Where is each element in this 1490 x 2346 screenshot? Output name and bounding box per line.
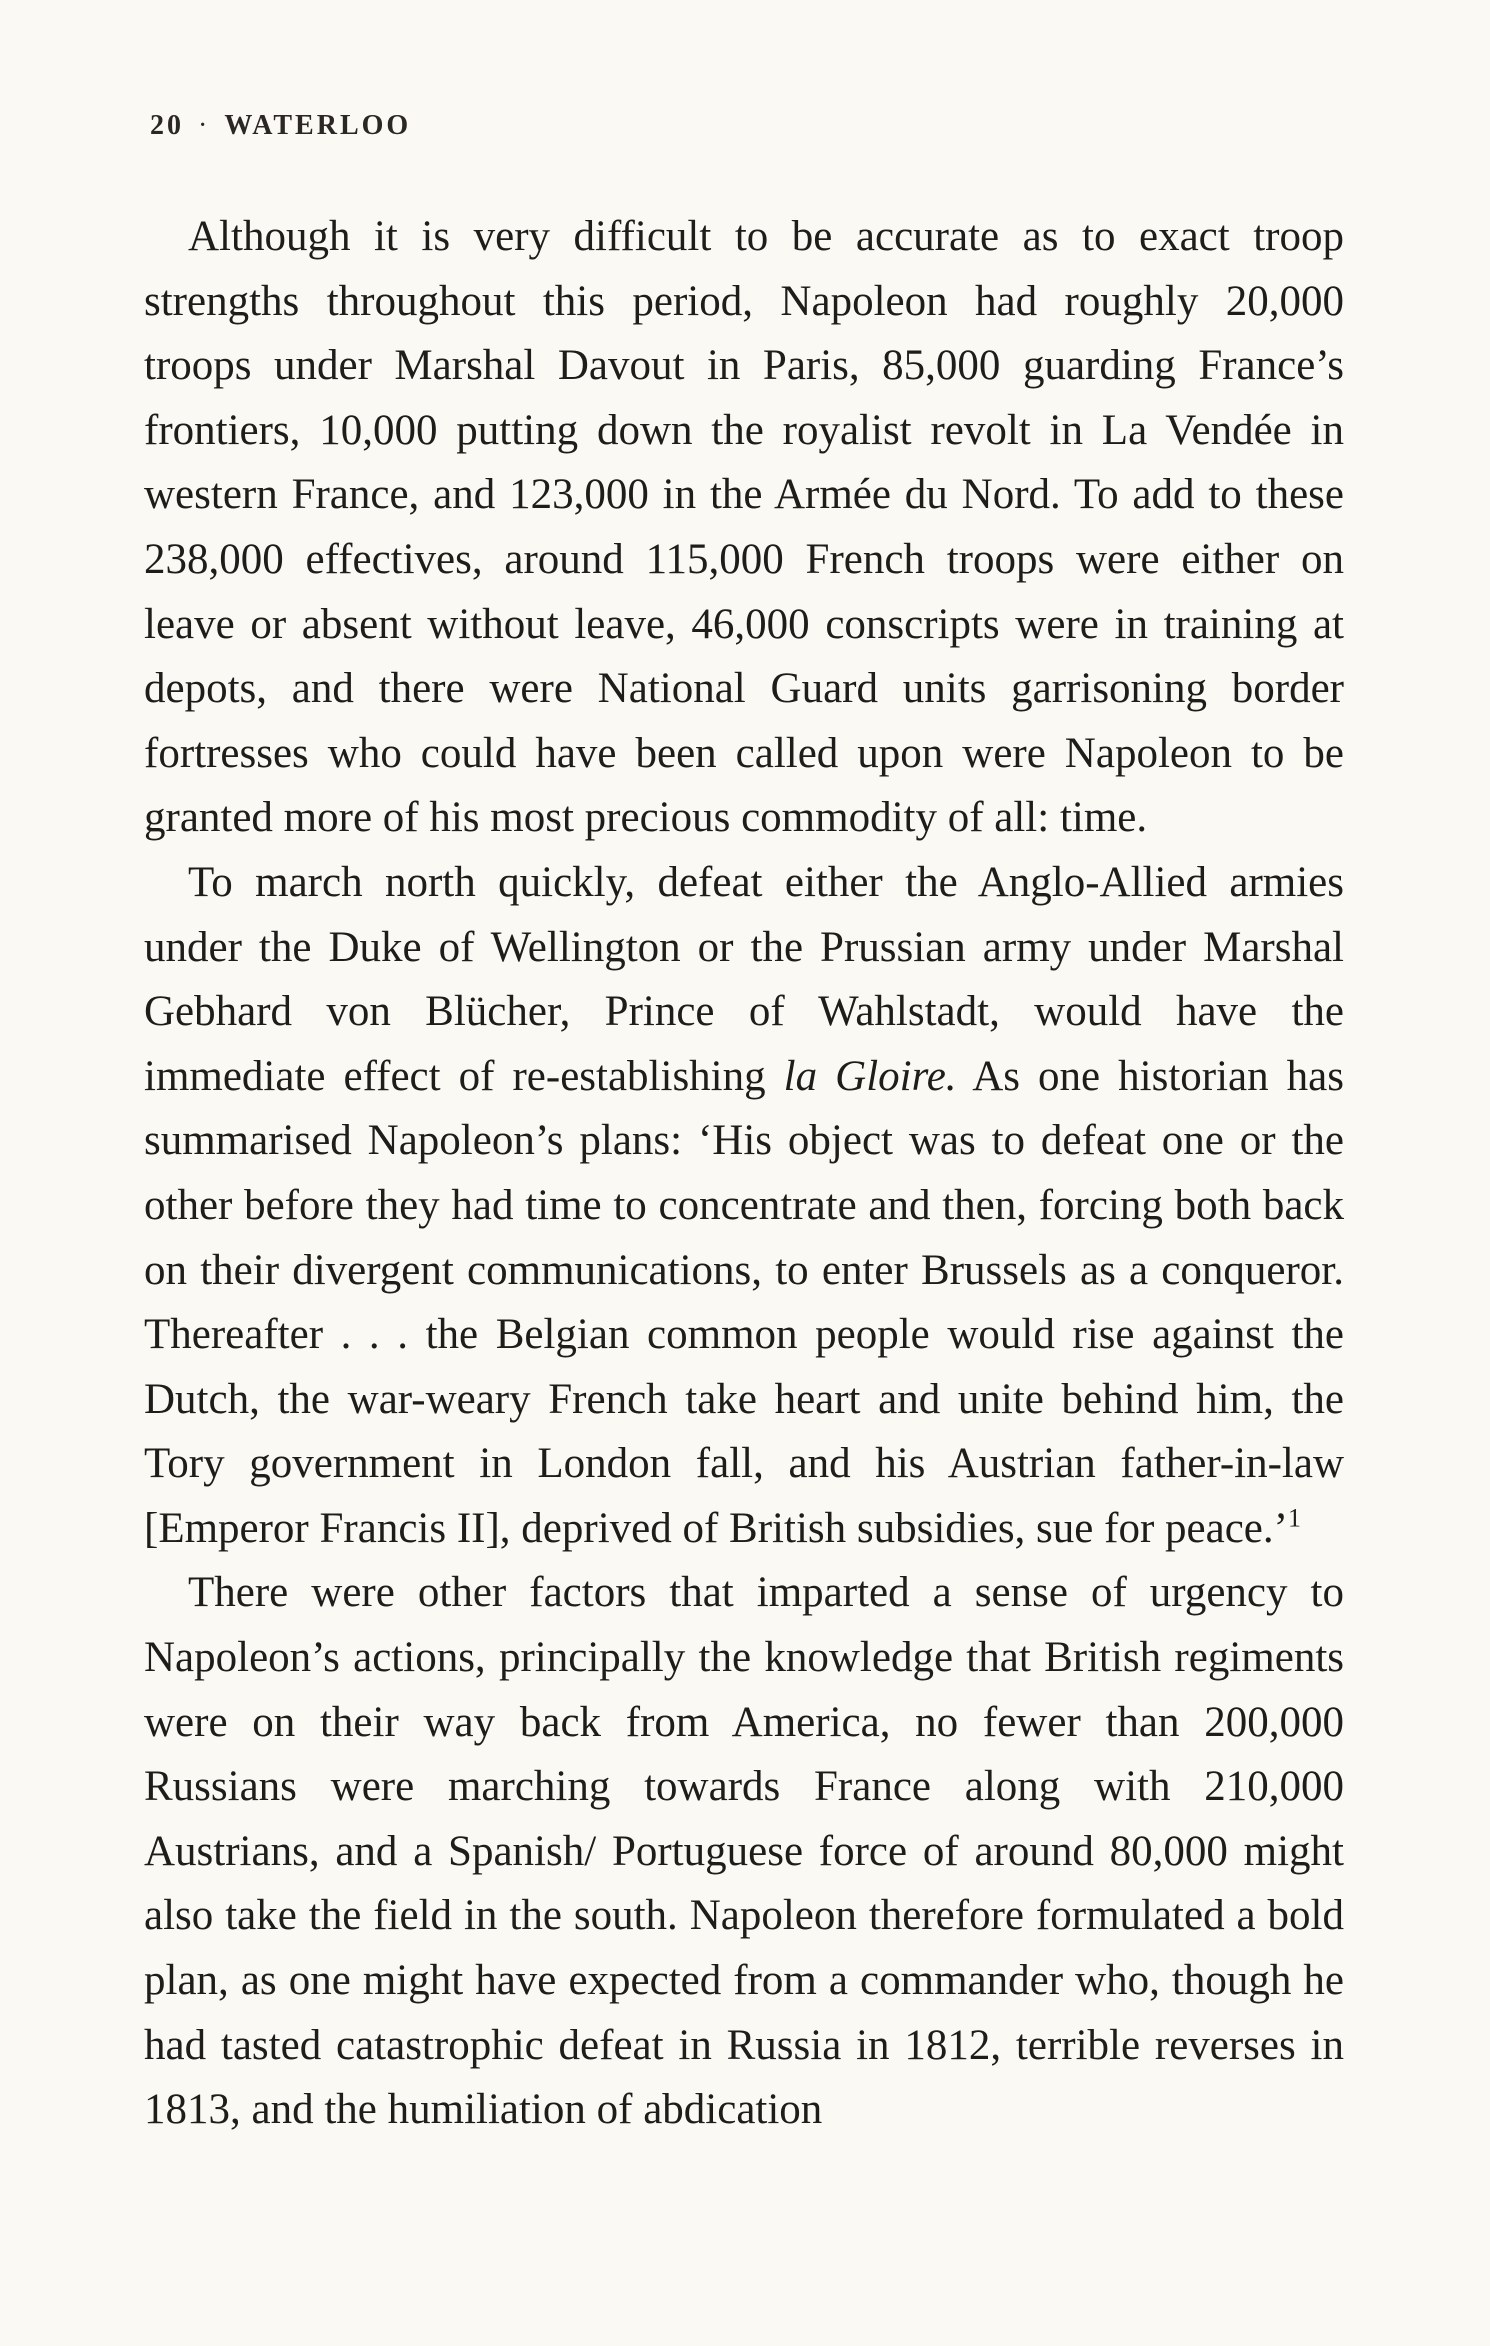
header-separator: · <box>198 110 211 141</box>
paragraph-3: There were other factors that imparted a sense of urgency to Napoleon’s actions, principally the knowledge that British regiments were on their way back from America, no fewer than 200,000 Russians were marching towards France along with 210,000 Austrians, and a Spanish/ Portuguese force of around 80,000 might also take the field in the south. Napoleon therefore formulated a bold plan, as one might have expected from a commander who, though he had tasted catastrophic defeat in Russia in 1812, terrible reverses in 1813, and the humiliation of abdication <box>144 1569 1344 2134</box>
paragraph-1: Although it is very difficult to be accurate as to exact troop strengths throughout this period, Napoleon had roughly 20,000 troops under Marshal Davout in Paris, 85,000 guarding France’s frontiers, 10,000 putting down the royalist revolt in La Vendée in western France, and 123,000 in the Armée du Nord. To add to these 238,000 effectives, around 115,000 French troops were either on leave or absent without leave, 46,000 conscripts were in training at depots, and there were National Guard units garrisoning border fortresses who could have been called upon were Napoleon to be granted more of his most precious commodity of all: time. <box>144 213 1344 842</box>
paragraph-2-start: To march north quickly, defeat either the Anglo-Allied armies under the Duke of Wellington or the Prussian army under Marshal Gebhard von Blücher, Prince of Wahlstadt, would have the immediate effect of re-establishing <box>144 858 1344 1100</box>
footnote-reference: 1 <box>1287 1503 1301 1533</box>
paragraph-2-end: As one historian has summarised Napoleon’s plans: ‘His object was to defeat one or the other before they had time to concentrate and then, forcing both back on their divergent communications, to enter Brussels as a conqueror. Thereafter . . . the Belgian common people would rise against the Dutch, the war-weary French take heart and unite behind him, the Tory government in London fall, and his Austrian father-in-law [Emperor Francis II], deprived of British subsidies, sue for peace.’ <box>144 1052 1344 1552</box>
body-text <box>144 205 1344 2143</box>
running-title: WATERLOO <box>224 110 412 141</box>
page-number: 20 <box>150 110 184 141</box>
paragraph-2 <box>144 851 1344 1562</box>
running-head <box>150 110 411 142</box>
italic-phrase: la Gloire. <box>783 1052 957 1100</box>
